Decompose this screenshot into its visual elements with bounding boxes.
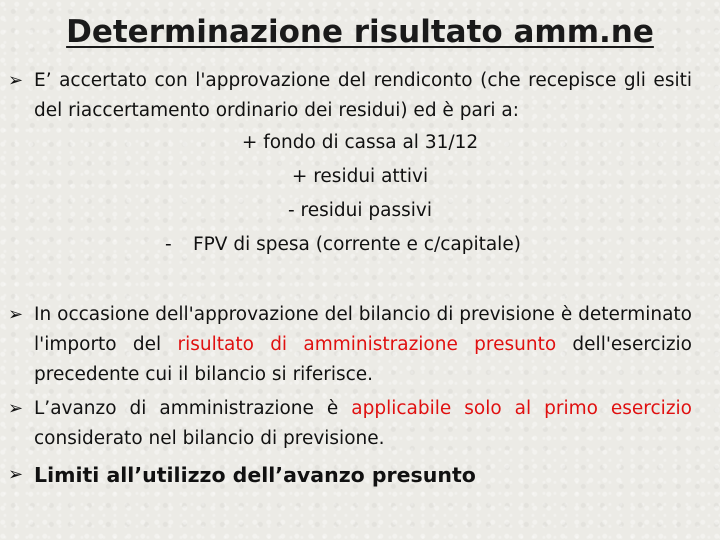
formula-line-residui-attivi: + residui attivi xyxy=(291,166,429,187)
formula-line-fondo-cassa: + fondo di cassa al 31/12 xyxy=(241,132,479,153)
bullet-text-part: In occasione dell'approvazione del bilancio di previsione è determinato l'importo del xyxy=(34,304,692,355)
bullet-avanzo xyxy=(8,394,692,454)
formula-line-residui-passivi: - residui passivi xyxy=(288,200,432,221)
page-title: Determinazione risultato amm.ne xyxy=(66,14,654,50)
highlight-primo-esercizio: applicabile solo al primo esercizio xyxy=(351,398,692,419)
highlight-risultato-presunto: risultato di amministrazione presunto xyxy=(177,334,557,355)
formula-line-fpv xyxy=(165,230,521,260)
bullet-text-part: dell'esercizio precedente cui il bilancio si riferisce. xyxy=(34,334,693,385)
bullet-accertamento xyxy=(8,66,692,126)
bullet-text-part: considerato nel bilancio di previsione. xyxy=(34,428,385,449)
bullet-text-part: L’avanzo di amministrazione è xyxy=(34,398,352,419)
fpv-dash: - xyxy=(165,234,172,255)
arrow-bullet-icon: ➢ xyxy=(8,398,24,419)
bullet-text xyxy=(34,394,692,454)
arrow-bullet-icon: ➢ xyxy=(8,304,24,325)
arrow-bullet-icon: ➢ xyxy=(8,464,24,485)
bullet-text: Limiti all’utilizzo dell’avanzo presunto xyxy=(34,463,476,487)
bullet-bilancio-previsione xyxy=(8,300,692,390)
bullet-text: E’ accertato con l'approvazione del rendiconto (che recepisce gli esiti del riaccertamento ordinario dei residui) ed è pari a: xyxy=(34,70,692,121)
bullet-limiti-avanzo xyxy=(8,460,692,490)
fpv-text: FPV di spesa (corrente e c/capitale) xyxy=(193,234,521,255)
bullet-text xyxy=(34,300,692,390)
arrow-bullet-icon: ➢ xyxy=(8,70,24,91)
